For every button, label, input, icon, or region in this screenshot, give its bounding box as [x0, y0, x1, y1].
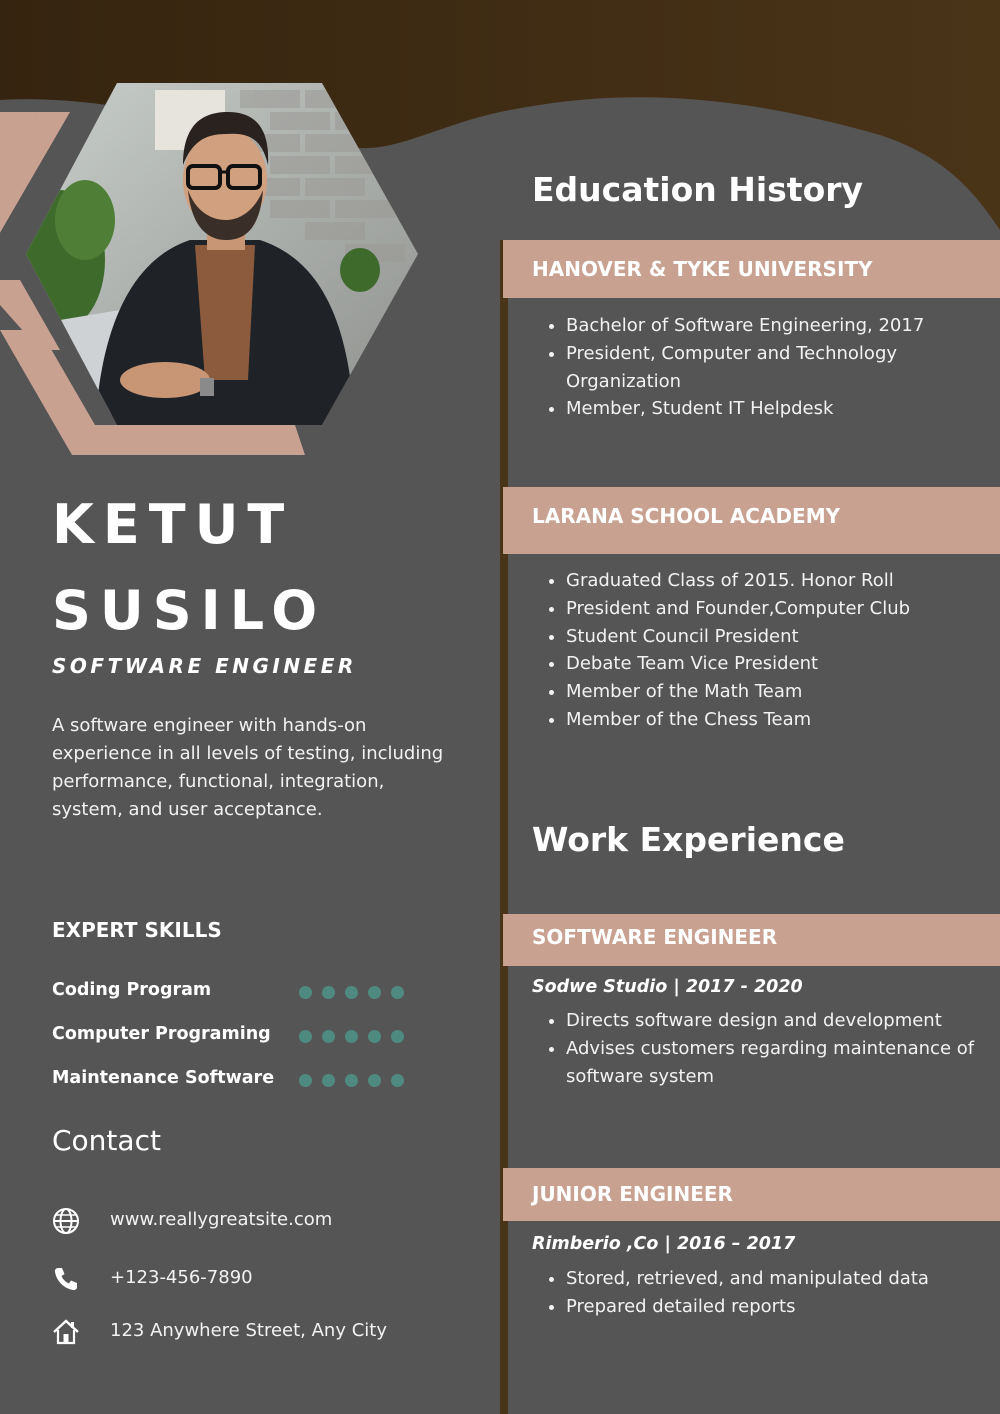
profile-summary: A software engineer with hands-on experience in all levels of testing, including performance, functional, integration, system, and user acceptance. — [52, 715, 444, 820]
job-header — [503, 1168, 1000, 1221]
school-header — [503, 487, 1000, 554]
contact-address[interactable] — [52, 1318, 452, 1348]
job-company: Rimberio ,Co | 2016 – 2017 — [532, 1234, 796, 1254]
list-item: • Member of the Chess Team — [566, 706, 1000, 734]
rating-dot — [322, 1030, 335, 1043]
list-item: • Bachelor of Software Engineering, 2017 — [566, 312, 1000, 340]
rating-dot — [299, 1030, 312, 1043]
job-position: JUNIOR ENGINEER — [532, 1182, 733, 1206]
school-header — [503, 240, 1000, 298]
job-details — [540, 1265, 1000, 1321]
list-item: • Graduated Class of 2015. Honor Roll — [566, 567, 1000, 595]
job-position: SOFTWARE ENGINEER — [532, 925, 778, 949]
rating-dot — [368, 986, 381, 999]
profile-photo — [0, 70, 440, 470]
list-item: • Directs software design and development — [566, 1007, 1000, 1035]
school-details — [540, 312, 1000, 423]
job-company: Sodwe Studio | 2017 - 2020 — [532, 977, 803, 997]
rating-dot — [322, 986, 335, 999]
rating-dot — [368, 1074, 381, 1087]
list-item: • President and Founder,Computer Club — [566, 595, 1000, 623]
skill-row — [52, 1068, 412, 1094]
rating-dot — [391, 986, 404, 999]
last-name: SUSILO — [52, 579, 327, 642]
list-item: • Advises customers regarding maintenance of software system — [566, 1035, 1000, 1091]
first-name: KETUT — [52, 493, 294, 556]
rating-dot — [322, 1074, 335, 1087]
job-title: SOFTWARE ENGINEER — [52, 654, 357, 678]
list-item: • Prepared detailed reports — [566, 1293, 1000, 1321]
education-heading: Education History — [532, 170, 864, 209]
skill-name: Coding Program — [52, 980, 212, 1000]
skill-name: Computer Programing — [52, 1024, 271, 1044]
rating-dot — [299, 986, 312, 999]
job-header — [503, 914, 1000, 966]
contact-text: +123-456-7890 — [110, 1267, 253, 1288]
job-details — [540, 1007, 1000, 1090]
skill-rating — [299, 986, 404, 999]
school-details — [540, 567, 1000, 734]
skill-name: Maintenance Software — [52, 1068, 275, 1088]
list-item: • Member, Student IT Helpdesk — [566, 395, 1000, 423]
contact-text: 123 Anywhere Street, Any City — [110, 1320, 387, 1341]
rating-dot — [299, 1074, 312, 1087]
list-item: • Debate Team Vice President — [566, 650, 1000, 678]
rating-dot — [345, 986, 358, 999]
list-item: • President, Computer and Technology Organization — [566, 340, 1000, 396]
school-name: LARANA SCHOOL ACADEMY — [532, 504, 841, 528]
skill-row — [52, 1024, 412, 1050]
contact-heading: Contact — [52, 1124, 161, 1157]
column-divider — [500, 240, 508, 1414]
list-item: • Stored, retrieved, and manipulated data — [566, 1265, 1000, 1293]
contact-website[interactable] — [52, 1207, 452, 1237]
school-name: HANOVER & TYKE UNIVERSITY — [532, 257, 873, 281]
skill-rating — [299, 1030, 404, 1043]
rating-dot — [368, 1030, 381, 1043]
list-item: • Student Council President — [566, 623, 1000, 651]
list-item: • Member of the Math Team — [566, 678, 1000, 706]
rating-dot — [391, 1030, 404, 1043]
skills-heading: EXPERT SKILLS — [52, 918, 222, 942]
contact-text: www.reallygreatsite.com — [110, 1209, 333, 1230]
contact-phone[interactable] — [52, 1265, 452, 1295]
rating-dot — [345, 1074, 358, 1087]
skill-row — [52, 980, 412, 1006]
home-icon — [52, 1318, 80, 1346]
skill-rating — [299, 1074, 404, 1087]
rating-dot — [345, 1030, 358, 1043]
phone-icon — [52, 1265, 80, 1293]
rating-dot — [391, 1074, 404, 1087]
globe-icon — [52, 1207, 80, 1235]
work-heading: Work Experience — [532, 820, 845, 859]
